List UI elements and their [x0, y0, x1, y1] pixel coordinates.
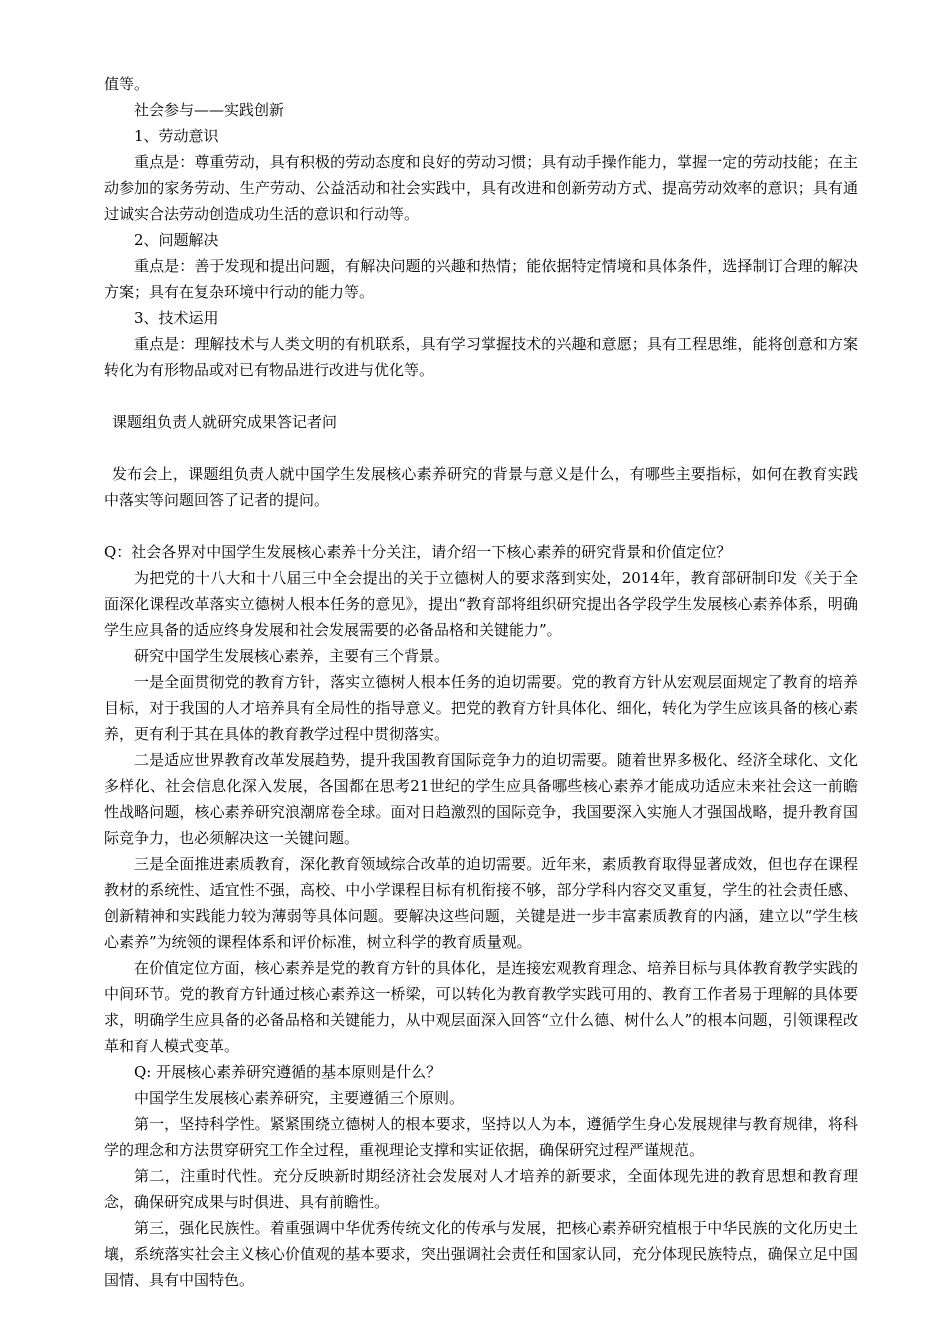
- paragraph-answer: 第三，强化民族性。着重强调中华优秀传统文化的传承与发展，把核心素养研究植根于中华民族的文化历史土壤，系统落实社会主义核心价值观的基本要求，突出强调社会责任和国家认同，充分体现民族特点，确保立足中国国情、具有中国特色。: [104, 1219, 858, 1289]
- subheading-technology-use: 3、技术运用: [134, 309, 219, 327]
- subheading-labor-awareness: 1、劳动意识: [134, 127, 219, 145]
- paragraph-answer: 为把党的十八大和十八届三中全会提出的关于立德树人的要求落到实处，2014年，教育部研制印发《关于全面深化课程改革落实立德树人根本任务的意见》，提出“教育部将组织研究提出各学段学生发展核心素养体系，明确学生应具备的适应终身发展和社会发展需要的必备品格和关键能力”。: [104, 569, 858, 639]
- paragraph-continuation: 值等。: [104, 75, 150, 93]
- paragraph-answer: 中国学生发展核心素养研究，主要遵循三个原则。: [134, 1089, 465, 1107]
- spacer: [104, 383, 858, 409]
- paragraph-answer: 一是全面贯彻党的教育方针，落实立德树人根本任务的迫切需要。党的教育方针从宏观层面规定了教育的培养目标，对于我国的人才培养具有全局性的指导意义。把党的教育方针具体化、细化，转化为学生应该具备的核心素养，更有利于其在具体的教育教学过程中贯彻落实。: [104, 673, 858, 743]
- paragraph-answer: 第一，坚持科学性。紧紧围绕立德树人的根本要求，坚持以人为本，遵循学生身心发展规律与教育规律，将科学的理念和方法贯穿研究工作全过程，重视理论支撑和实证依据，确保研究过程严谨规范。: [104, 1115, 858, 1159]
- spacer: [104, 435, 858, 461]
- paragraph-technology-use: 重点是：理解技术与人类文明的有机联系，具有学习掌握技术的兴趣和意愿；具有工程思维，能将创意和方案转化为有形物品或对已有物品进行改进与优化等。: [104, 335, 858, 379]
- section-heading: 社会参与——实践创新: [134, 101, 285, 119]
- question-1: Q：社会各界对中国学生发展核心素养十分关注，请介绍一下核心素养的研究背景和价值定位？: [104, 543, 732, 561]
- paragraph-answer: 三是全面推进素质教育，深化教育领域综合改革的迫切需要。近年来，素质教育取得显著成效，但也存在课程教材的系统性、适宜性不强，高校、中小学课程目标有机衔接不够，部分学科内容交叉重复，学生的社会责任感、创新精神和实践能力较为薄弱等具体问题。要解决这些问题，关键是进一步丰富素质教育的内涵，建立以“学生核心素养”为统领的课程体系和评价标准，树立科学的教育质量观。: [104, 855, 858, 951]
- paragraph-answer: 第二，注重时代性。充分反映新时期经济社会发展对人才培养的新要求，全面体现先进的教育思想和教育理念，确保研究成果与时俱进、具有前瞻性。: [104, 1167, 858, 1211]
- paragraph-answer: 二是适应世界教育改革发展趋势，提升我国教育国际竞争力的迫切需要。随着世界多极化、经济全球化、文化多样化、社会信息化深入发展，各国都在思考21世纪的学生应具备哪些核心素养才能成功适应未来社会这一前瞻性战略问题，核心素养研究浪潮席卷全球。面对日趋激烈的国际竞争，我国要深入实施人才强国战略，提升教育国际竞争力，也必须解决这一关键问题。: [104, 751, 858, 847]
- question-2: Q: 开展核心素养研究遵循的基本原则是什么？: [134, 1063, 442, 1081]
- paragraph-labor-awareness: 重点是：尊重劳动，具有积极的劳动态度和良好的劳动习惯；具有动手操作能力，掌握一定的劳动技能；在主动参加的家务劳动、生产劳动、公益活动和社会实践中，具有改进和创新劳动方式、提高劳动效率的意识；具有通过诚实合法劳动创造成功生活的意识和行动等。: [104, 153, 858, 223]
- paragraph-answer: 研究中国学生发展核心素养，主要有三个背景。: [134, 647, 450, 665]
- paragraph-answer: 在价值定位方面，核心素养是党的教育方针的具体化，是连接宏观教育理念、培养目标与具体教育教学实践的中间环节。党的教育方针通过核心素养这一桥梁，可以转化为教育教学实践可用的、教育工作者易于理解的具体要求，明确学生应具备的必备品格和关键能力，从中观层面深入回答“立什么德、树什么人”的根本问题，引领课程改革和育人模式变革。: [104, 959, 858, 1055]
- paragraph-problem-solving: 重点是：善于发现和提出问题，有解决问题的兴趣和热情；能依据特定情境和具体条件，选择制订合理的解决方案；具有在复杂环境中行动的能力等。: [104, 257, 858, 301]
- subheading-problem-solving: 2、问题解决: [134, 231, 219, 249]
- interview-title: 课题组负责人就研究成果答记者问: [112, 413, 338, 431]
- paragraph-intro: 发布会上，课题组负责人就中国学生发展核心素养研究的背景与意义是什么，有哪些主要指标，如何在教育实践中落实等问题回答了记者的提问。: [104, 465, 858, 509]
- document-body: [104, 71, 858, 1293]
- spacer: [104, 513, 858, 539]
